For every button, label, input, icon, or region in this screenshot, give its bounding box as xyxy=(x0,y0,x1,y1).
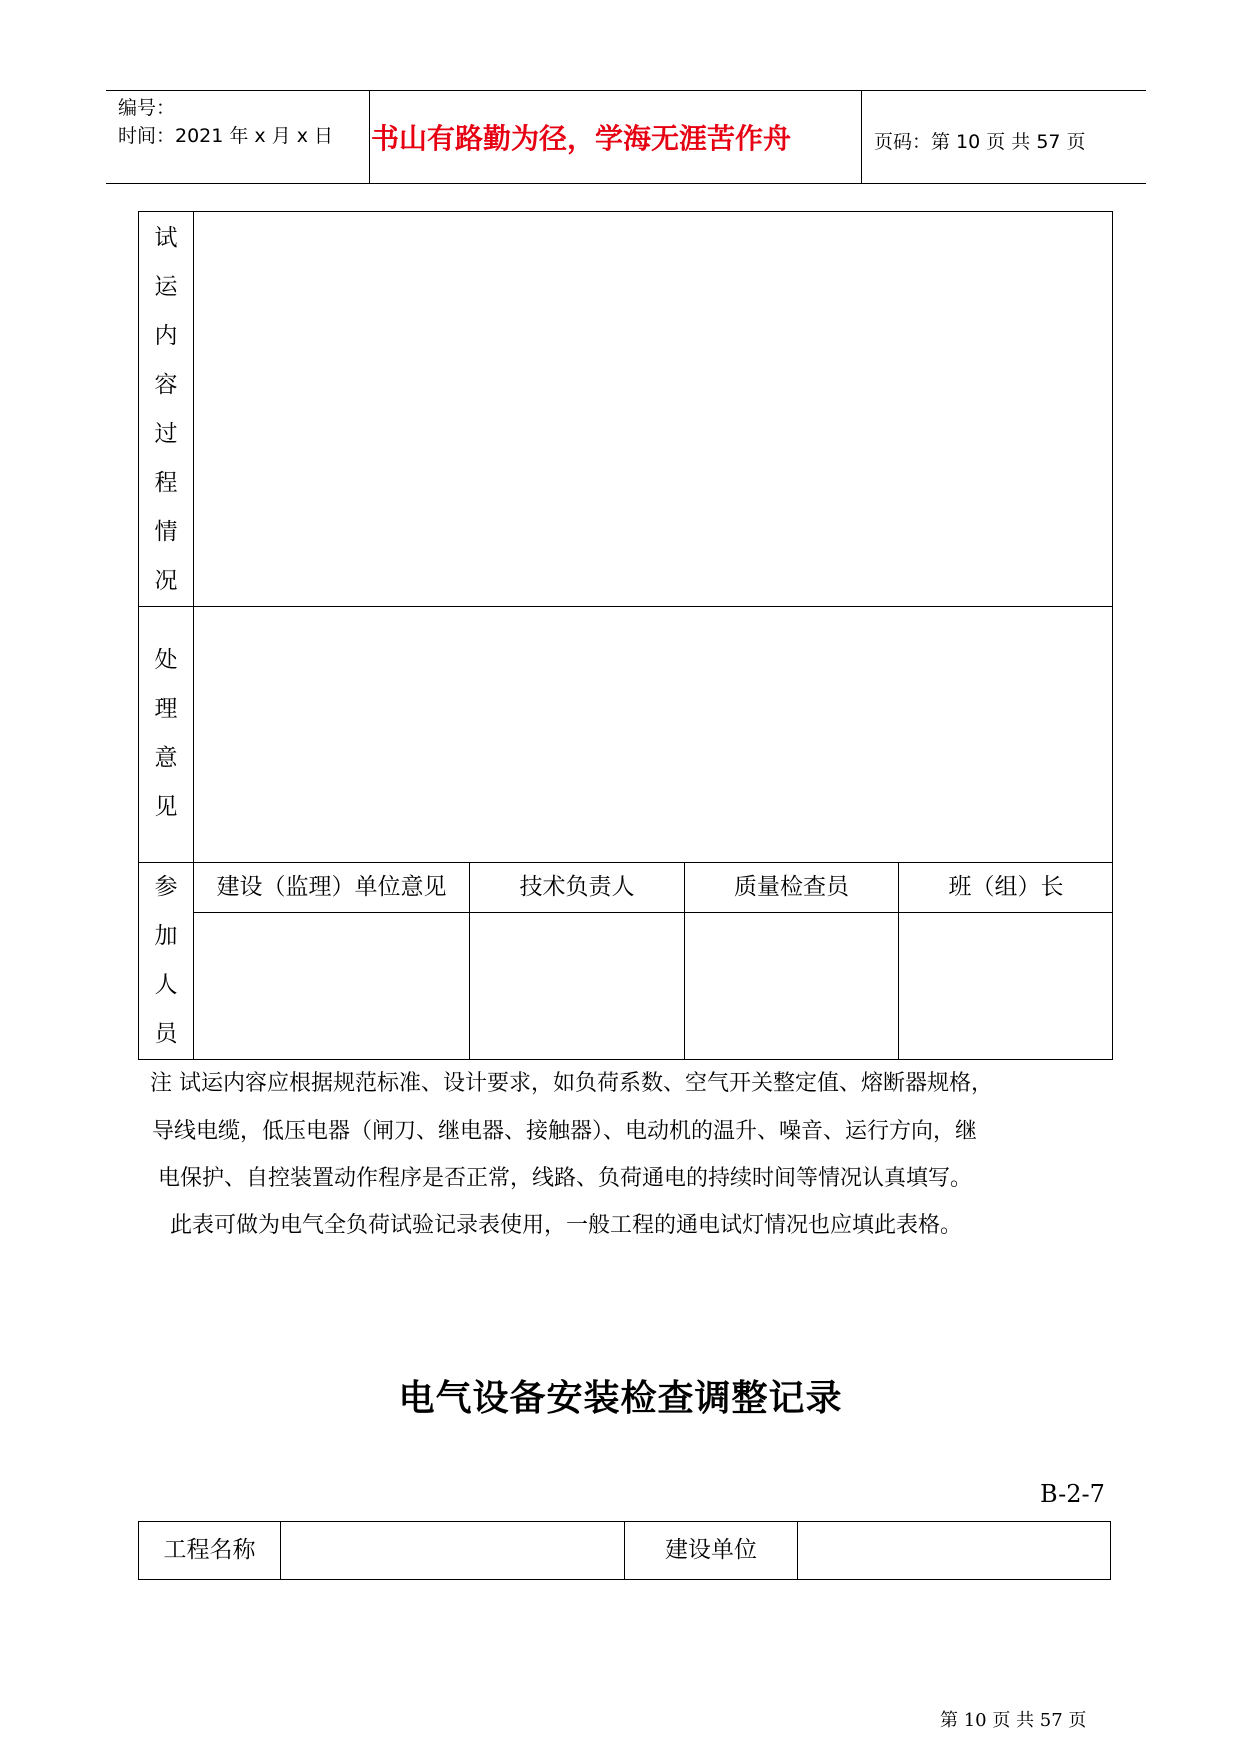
builder-unit-label: 建设单位 xyxy=(665,1537,757,1563)
header-divider-left xyxy=(369,90,370,183)
column-header-team-leader: 班（组）长 xyxy=(948,874,1064,900)
document-time: 时间：2021 年 x 月 x 日 xyxy=(118,125,334,147)
participants-label: 参 加 人 员 xyxy=(154,874,178,1047)
header-page-number: 页码：第 10 页 共 57 页 xyxy=(874,131,1086,153)
column-header-tech-lead: 技术负责人 xyxy=(519,874,635,900)
column-header-quality-inspector: 质量检查员 xyxy=(734,874,849,900)
project-name-field[interactable] xyxy=(282,1525,623,1575)
header-motto: 书山有路勤为径，学海无涯苦作舟 xyxy=(371,122,792,155)
signature-cell-builder[interactable] xyxy=(196,915,467,1058)
form-code: B-2-7 xyxy=(1040,1480,1105,1508)
signature-cell-team-leader[interactable] xyxy=(901,915,1111,1058)
header-top-rule xyxy=(106,90,1146,91)
signature-cell-tech-lead[interactable] xyxy=(472,915,682,1058)
project-info-divider-1 xyxy=(280,1521,281,1580)
signature-cell-quality-inspector[interactable] xyxy=(687,915,896,1058)
label-column-divider xyxy=(193,211,194,1060)
row-divider-process xyxy=(138,606,1113,607)
form-title: 电气设备安装检查调整记录 xyxy=(398,1377,843,1419)
note-line-1: 注 试运内容应根据规范标准、设计要求，如负荷系数、空气开关整定值、熔断器规格， xyxy=(150,1071,993,1096)
participants-header-divider xyxy=(193,912,1113,913)
header-bottom-rule xyxy=(106,183,1146,184)
header-divider-right xyxy=(861,90,862,183)
column-header-builder-opinion: 建设（监理）单位意见 xyxy=(216,874,447,900)
project-name-label: 工程名称 xyxy=(163,1537,256,1563)
footer-page-number: 第 10 页 共 57 页 xyxy=(940,1710,1087,1731)
note-line-3: 电保护、自控装置动作程序是否正常，线路、负荷通电的持续时间等情况认真填写。 xyxy=(158,1166,973,1191)
note-line-4: 此表可做为电气全负荷试验记录表使用，一般工程的通电试灯情况也应填此表格。 xyxy=(170,1213,963,1238)
serial-number-label: 编号： xyxy=(118,97,176,119)
builder-unit-field[interactable] xyxy=(799,1525,1109,1575)
note-line-2: 导线电缆，低压电器（闸刀、继电器、接触器）、电动机的温升、噪音、运行方向，继 xyxy=(152,1119,978,1144)
handling-opinion-content[interactable] xyxy=(196,609,1110,860)
project-info-divider-3 xyxy=(797,1521,798,1580)
trial-process-label: 试 运 内 容 过 程 情 况 xyxy=(154,225,178,594)
handling-opinion-label: 处 理 意 见 xyxy=(154,647,178,820)
trial-process-content[interactable] xyxy=(196,214,1110,604)
